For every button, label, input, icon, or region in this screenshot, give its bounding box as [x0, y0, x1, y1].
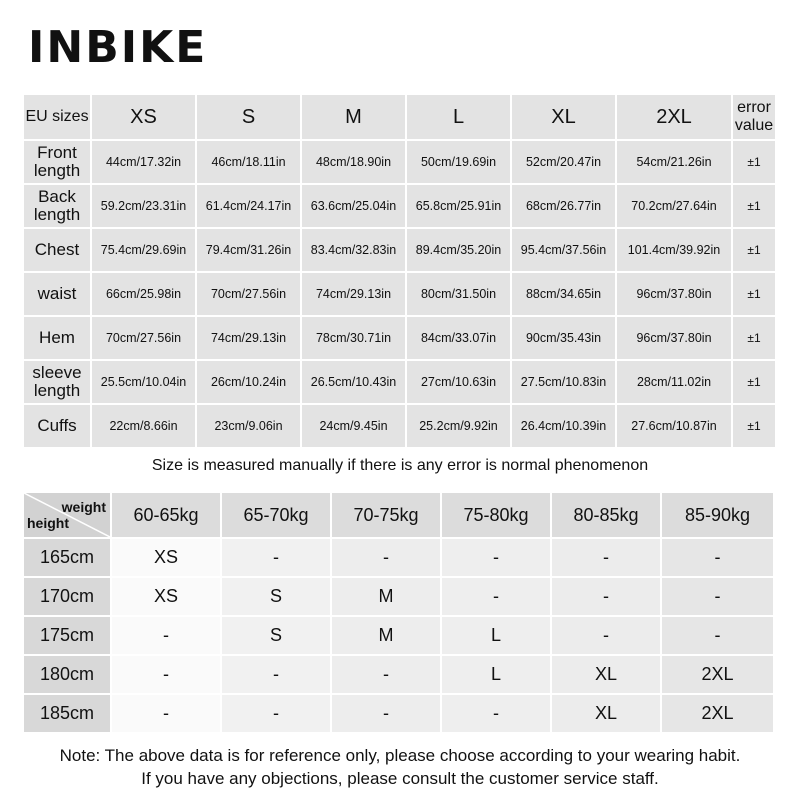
- error-value: ±1: [733, 229, 775, 271]
- recommended-size: -: [442, 539, 550, 576]
- height-label: 170cm: [24, 578, 110, 615]
- measurement-value: 27.6cm/10.87in: [617, 405, 731, 447]
- recommended-size: -: [222, 656, 330, 693]
- measurement-value: 74cm/29.13in: [302, 273, 405, 315]
- footer-note-line-2: If you have any objections, please consult the customer service staff.: [141, 769, 659, 788]
- measurement-label: Cuffs: [24, 405, 90, 447]
- measurement-value: 68cm/26.77in: [512, 185, 615, 227]
- measurement-value: 28cm/11.02in: [617, 361, 731, 403]
- measurement-label: Chest: [24, 229, 90, 271]
- measurement-value: 26.4cm/10.39in: [512, 405, 615, 447]
- measurement-value: 46cm/18.11in: [197, 141, 300, 183]
- recommended-size: XS: [112, 539, 220, 576]
- measurement-value: 96cm/37.80in: [617, 273, 731, 315]
- measurement-value: 78cm/30.71in: [302, 317, 405, 359]
- recommended-size: -: [332, 539, 440, 576]
- measurement-value: 88cm/34.65in: [512, 273, 615, 315]
- weight-header-cell: 75-80kg: [442, 493, 550, 537]
- recommended-size: S: [222, 578, 330, 615]
- recommended-size: -: [552, 539, 660, 576]
- weight-height-corner: [24, 493, 110, 537]
- measurement-value: 83.4cm/32.83in: [302, 229, 405, 271]
- size-row: [24, 273, 775, 315]
- height-label: 180cm: [24, 656, 110, 693]
- height-row: [24, 617, 773, 654]
- measurement-value: 22cm/8.66in: [92, 405, 195, 447]
- measurement-label: Hem: [24, 317, 90, 359]
- height-axis-label: height: [27, 515, 69, 531]
- recommended-size: XL: [552, 695, 660, 732]
- measurement-value: 50cm/19.69in: [407, 141, 510, 183]
- measurement-label: Back length: [24, 185, 90, 227]
- size-row: [24, 229, 775, 271]
- height-label: 185cm: [24, 695, 110, 732]
- error-value: ±1: [733, 141, 775, 183]
- measurement-value: 25.5cm/10.04in: [92, 361, 195, 403]
- height-row: [24, 656, 773, 693]
- size-header-cell: XS: [92, 95, 195, 139]
- measurement-label: waist: [24, 273, 90, 315]
- footer-note-line-1: Note: The above data is for reference only, please choose according to your wearing habit.: [59, 746, 741, 765]
- eu-sizes-label: EU sizes: [24, 95, 90, 139]
- height-weight-table: [22, 491, 775, 734]
- height-label: 165cm: [24, 539, 110, 576]
- size-chart-table: [22, 93, 777, 449]
- size-row: [24, 405, 775, 447]
- error-value: ±1: [733, 361, 775, 403]
- height-row: [24, 539, 773, 576]
- recommended-size: -: [222, 695, 330, 732]
- recommended-size: 2XL: [662, 656, 773, 693]
- measurement-value: 65.8cm/25.91in: [407, 185, 510, 227]
- recommended-size: 2XL: [662, 695, 773, 732]
- measurement-value: 59.2cm/23.31in: [92, 185, 195, 227]
- recommended-size: -: [442, 695, 550, 732]
- measurement-value: 79.4cm/31.26in: [197, 229, 300, 271]
- weight-header-cell: 60-65kg: [112, 493, 220, 537]
- measurement-label: sleeve length: [24, 361, 90, 403]
- recommended-size: -: [112, 695, 220, 732]
- measurement-value: 27cm/10.63in: [407, 361, 510, 403]
- brand-logo: INBIKE: [28, 22, 208, 73]
- measurement-value: 89.4cm/35.20in: [407, 229, 510, 271]
- recommended-size: L: [442, 617, 550, 654]
- size-header-cell: L: [407, 95, 510, 139]
- size-header-cell: XL: [512, 95, 615, 139]
- size-row: [24, 361, 775, 403]
- measurement-value: 25.2cm/9.92in: [407, 405, 510, 447]
- weight-axis-label: weight: [61, 499, 106, 515]
- height-label: 175cm: [24, 617, 110, 654]
- measurement-value: 70cm/27.56in: [197, 273, 300, 315]
- measurement-value: 95.4cm/37.56in: [512, 229, 615, 271]
- size-row: [24, 317, 775, 359]
- measurement-value: 80cm/31.50in: [407, 273, 510, 315]
- measurement-value: 66cm/25.98in: [92, 273, 195, 315]
- footer-note: [0, 744, 800, 790]
- recommended-size: -: [662, 578, 773, 615]
- recommended-size: L: [442, 656, 550, 693]
- recommended-size: -: [662, 617, 773, 654]
- recommended-size: S: [222, 617, 330, 654]
- weight-header-cell: 85-90kg: [662, 493, 773, 537]
- size-row: [24, 185, 775, 227]
- recommended-size: XS: [112, 578, 220, 615]
- measurement-value: 70cm/27.56in: [92, 317, 195, 359]
- recommended-size: -: [222, 539, 330, 576]
- measurement-value: 54cm/21.26in: [617, 141, 731, 183]
- height-row: [24, 578, 773, 615]
- recommended-size: -: [112, 656, 220, 693]
- measurement-value: 101.4cm/39.92in: [617, 229, 731, 271]
- measurement-value: 63.6cm/25.04in: [302, 185, 405, 227]
- size-header-row: [24, 95, 775, 139]
- recommended-size: -: [662, 539, 773, 576]
- measurement-value: 26cm/10.24in: [197, 361, 300, 403]
- measurement-value: 74cm/29.13in: [197, 317, 300, 359]
- size-header-cell: M: [302, 95, 405, 139]
- recommended-size: -: [442, 578, 550, 615]
- recommended-size: -: [552, 578, 660, 615]
- error-value: ±1: [733, 185, 775, 227]
- measurement-label: Front length: [24, 141, 90, 183]
- recommended-size: XL: [552, 656, 660, 693]
- measurement-value: 84cm/33.07in: [407, 317, 510, 359]
- measurement-value: 44cm/17.32in: [92, 141, 195, 183]
- size-header-cell: 2XL: [617, 95, 731, 139]
- measurement-note: Size is measured manually if there is any error is normal phenomenon: [151, 457, 649, 474]
- recommended-size: M: [332, 617, 440, 654]
- weight-header-cell: 65-70kg: [222, 493, 330, 537]
- error-value-label: error value: [733, 95, 775, 139]
- height-row: [24, 695, 773, 732]
- error-value: ±1: [733, 317, 775, 359]
- measurement-value: 27.5cm/10.83in: [512, 361, 615, 403]
- weight-header-cell: 70-75kg: [332, 493, 440, 537]
- recommended-size: -: [332, 695, 440, 732]
- measurement-value: 26.5cm/10.43in: [302, 361, 405, 403]
- size-header-cell: S: [197, 95, 300, 139]
- weight-header-cell: 80-85kg: [552, 493, 660, 537]
- recommended-size: M: [332, 578, 440, 615]
- measurement-value: 90cm/35.43in: [512, 317, 615, 359]
- measurement-value: 52cm/20.47in: [512, 141, 615, 183]
- error-value: ±1: [733, 405, 775, 447]
- measurement-value: 23cm/9.06in: [197, 405, 300, 447]
- measurement-value: 70.2cm/27.64in: [617, 185, 731, 227]
- measurement-value: 96cm/37.80in: [617, 317, 731, 359]
- recommended-size: -: [112, 617, 220, 654]
- measurement-value: 48cm/18.90in: [302, 141, 405, 183]
- recommended-size: -: [332, 656, 440, 693]
- error-value: ±1: [733, 273, 775, 315]
- size-row: [24, 141, 775, 183]
- weight-header-row: [24, 493, 773, 537]
- measurement-value: 24cm/9.45in: [302, 405, 405, 447]
- measurement-value: 75.4cm/29.69in: [92, 229, 195, 271]
- measurement-value: 61.4cm/24.17in: [197, 185, 300, 227]
- recommended-size: -: [552, 617, 660, 654]
